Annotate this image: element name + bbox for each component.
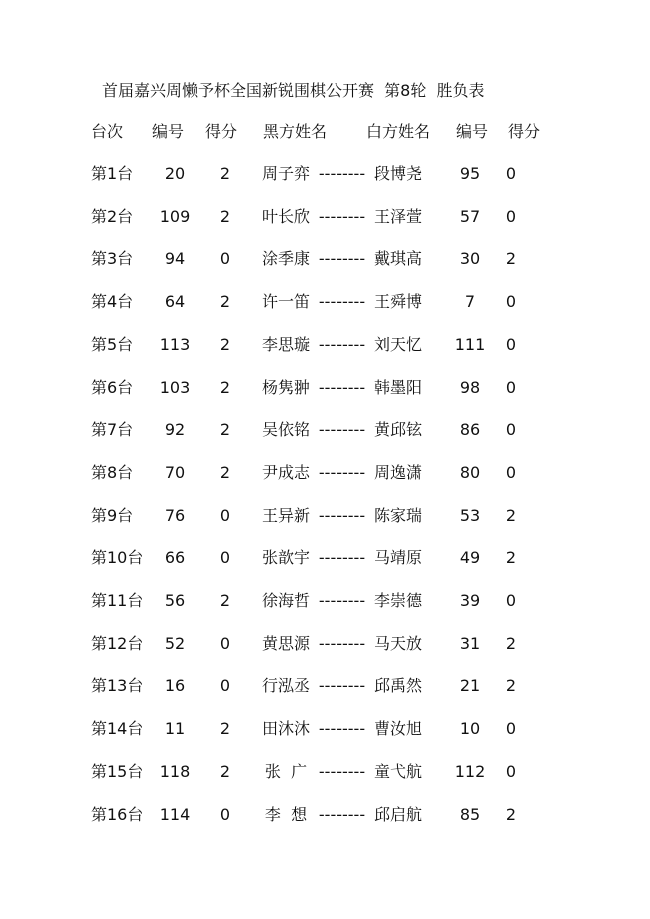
row-black-name: 涂季康 (261, 249, 310, 269)
row-separator: -------- (318, 804, 366, 824)
table-row (0, 418, 650, 442)
row-white-number: 53 (459, 505, 481, 525)
row-white-number: 95 (459, 164, 481, 183)
row-black-name: 张歆宇 (261, 548, 310, 568)
row-black-score: 2 (219, 377, 231, 397)
row-white-score: 2 (505, 633, 517, 653)
row-black-name: 李 想 (264, 804, 308, 824)
row-table-number: 第3台 (91, 249, 134, 269)
table-row (0, 504, 650, 528)
row-separator: -------- (318, 334, 366, 354)
row-black-number: 94 (164, 249, 186, 269)
table-row (0, 376, 650, 400)
row-black-score: 0 (219, 505, 231, 525)
row-table-number: 第11台 (91, 591, 144, 610)
table-row (0, 546, 650, 570)
row-white-score: 0 (505, 164, 517, 183)
row-separator: -------- (318, 719, 366, 739)
table-row (0, 333, 650, 357)
row-white-score: 2 (505, 548, 517, 568)
row-table-number: 第2台 (91, 206, 134, 226)
row-table-number: 第6台 (91, 377, 134, 397)
header-table: 台次 (91, 122, 124, 141)
row-white-score: 0 (505, 591, 517, 610)
row-black-score: 2 (219, 164, 231, 183)
row-separator: -------- (318, 462, 366, 482)
row-separator: -------- (318, 548, 366, 568)
row-black-score: 2 (219, 462, 231, 482)
row-white-number: 85 (459, 804, 481, 824)
row-white-score: 0 (505, 292, 517, 312)
row-separator: -------- (318, 420, 366, 440)
row-table-number: 第16台 (91, 804, 144, 824)
row-white-score: 2 (505, 804, 517, 824)
row-black-score: 0 (219, 548, 231, 568)
row-black-score: 2 (219, 420, 231, 440)
row-black-name: 许一笛 (261, 292, 310, 312)
row-white-name: 戴琪高 (373, 249, 422, 269)
row-black-number: 11 (164, 719, 186, 739)
row-table-number: 第14台 (91, 719, 144, 739)
row-black-number: 114 (159, 804, 191, 824)
row-white-number: 57 (459, 206, 481, 226)
row-black-number: 76 (164, 505, 186, 525)
row-black-number: 52 (164, 633, 186, 653)
row-white-name: 马天放 (373, 633, 422, 653)
row-white-number: 49 (459, 548, 481, 568)
row-table-number: 第13台 (91, 676, 144, 696)
row-white-name: 段博尧 (373, 164, 422, 183)
row-separator: -------- (318, 676, 366, 696)
row-white-score: 0 (505, 206, 517, 226)
row-black-score: 2 (219, 206, 231, 226)
row-white-name: 黄邱铉 (373, 420, 422, 440)
table-header (0, 120, 650, 144)
row-black-number: 64 (164, 292, 186, 312)
row-black-score: 2 (219, 591, 231, 610)
row-black-number: 70 (164, 462, 186, 482)
row-white-name: 周逸潇 (373, 462, 422, 482)
row-black-name: 黄思源 (261, 633, 310, 653)
row-black-number: 109 (159, 206, 191, 226)
header-white-number: 编号 (456, 122, 489, 141)
row-black-name: 李思璇 (261, 334, 310, 354)
row-black-score: 2 (219, 334, 231, 354)
row-black-name: 周子弈 (261, 164, 310, 183)
row-separator: -------- (318, 377, 366, 397)
header-white-score: 得分 (508, 122, 541, 141)
row-black-number: 92 (164, 420, 186, 440)
header-black-number: 编号 (152, 122, 185, 141)
row-black-name: 杨隽翀 (261, 377, 310, 397)
header-white-name: 白方姓名 (366, 122, 431, 141)
row-white-name: 曹汝旭 (373, 719, 422, 739)
row-black-name: 吴依铭 (261, 420, 310, 440)
row-table-number: 第12台 (91, 633, 144, 653)
row-black-name: 尹成志 (261, 462, 310, 482)
row-white-number: 112 (454, 761, 486, 781)
row-white-number: 21 (459, 676, 481, 696)
row-white-name: 刘天忆 (373, 334, 422, 354)
row-white-score: 0 (505, 334, 517, 354)
row-black-score: 2 (219, 761, 231, 781)
row-white-score: 0 (505, 420, 517, 440)
table-row (0, 461, 650, 485)
row-white-score: 0 (505, 761, 517, 781)
row-black-name: 行泓丞 (261, 676, 310, 696)
table-row (0, 205, 650, 229)
row-white-name: 李崇德 (373, 591, 422, 610)
table-row (0, 247, 650, 271)
row-black-number: 113 (159, 334, 191, 354)
row-separator: -------- (318, 292, 366, 312)
header-black-name: 黑方姓名 (263, 122, 328, 141)
row-separator: -------- (318, 591, 366, 610)
row-black-score: 2 (219, 292, 231, 312)
row-white-number: 30 (459, 249, 481, 269)
row-white-name: 王泽萱 (373, 206, 422, 226)
row-table-number: 第15台 (91, 761, 144, 781)
row-black-name: 田沐沐 (261, 719, 310, 739)
row-white-name: 童弋航 (373, 761, 422, 781)
row-black-score: 0 (219, 676, 231, 696)
row-white-name: 王舜博 (373, 292, 422, 312)
table-row (0, 760, 650, 784)
row-white-number: 111 (454, 334, 486, 354)
row-black-number: 56 (164, 591, 186, 610)
row-white-score: 0 (505, 719, 517, 739)
table-row (0, 803, 650, 827)
row-table-number: 第1台 (91, 164, 134, 183)
row-black-score: 0 (219, 249, 231, 269)
row-white-name: 邱禹然 (373, 676, 422, 696)
header-black-score: 得分 (205, 122, 238, 141)
row-table-number: 第5台 (91, 334, 134, 354)
row-white-name: 韩墨阳 (373, 377, 422, 397)
row-black-score: 0 (219, 633, 231, 653)
row-white-score: 2 (505, 249, 517, 269)
table-row (0, 717, 650, 741)
row-black-number: 103 (159, 377, 191, 397)
row-white-score: 2 (505, 505, 517, 525)
row-separator: -------- (318, 206, 366, 226)
row-black-number: 66 (164, 548, 186, 568)
table-row (0, 674, 650, 698)
row-white-number: 98 (459, 377, 481, 397)
row-white-name: 陈家瑞 (373, 505, 422, 525)
row-table-number: 第9台 (91, 505, 134, 525)
row-white-number: 7 (464, 292, 476, 312)
row-separator: -------- (318, 761, 366, 781)
row-black-name: 徐海哲 (261, 591, 310, 610)
row-white-name: 邱启航 (373, 804, 422, 824)
row-white-number: 39 (459, 591, 481, 610)
row-separator: -------- (318, 505, 366, 525)
row-white-score: 0 (505, 462, 517, 482)
row-table-number: 第7台 (91, 420, 134, 440)
row-white-score: 2 (505, 676, 517, 696)
row-black-name: 张 广 (264, 761, 308, 781)
row-black-score: 0 (219, 804, 231, 824)
row-black-number: 118 (159, 761, 191, 781)
row-white-number: 80 (459, 462, 481, 482)
row-white-number: 10 (459, 719, 481, 739)
row-table-number: 第8台 (91, 462, 134, 482)
row-white-number: 31 (459, 633, 481, 653)
row-white-score: 0 (505, 377, 517, 397)
row-black-name: 叶长欣 (261, 206, 310, 226)
row-black-name: 王异新 (261, 505, 310, 525)
row-white-name: 马靖原 (373, 548, 422, 568)
row-table-number: 第10台 (91, 548, 144, 568)
table-row (0, 290, 650, 314)
row-black-number: 20 (164, 164, 186, 183)
row-white-number: 86 (459, 420, 481, 440)
row-separator: -------- (318, 249, 366, 269)
row-table-number: 第4台 (91, 292, 134, 312)
table-row (0, 632, 650, 656)
table-row (0, 162, 650, 186)
row-separator: -------- (318, 164, 366, 183)
row-separator: -------- (318, 633, 366, 653)
row-black-score: 2 (219, 719, 231, 739)
table-row (0, 589, 650, 613)
row-black-number: 16 (164, 676, 186, 696)
page-title: 首届嘉兴周懒予杯全国新锐围棋公开赛 第8轮 胜负表 (102, 81, 485, 100)
